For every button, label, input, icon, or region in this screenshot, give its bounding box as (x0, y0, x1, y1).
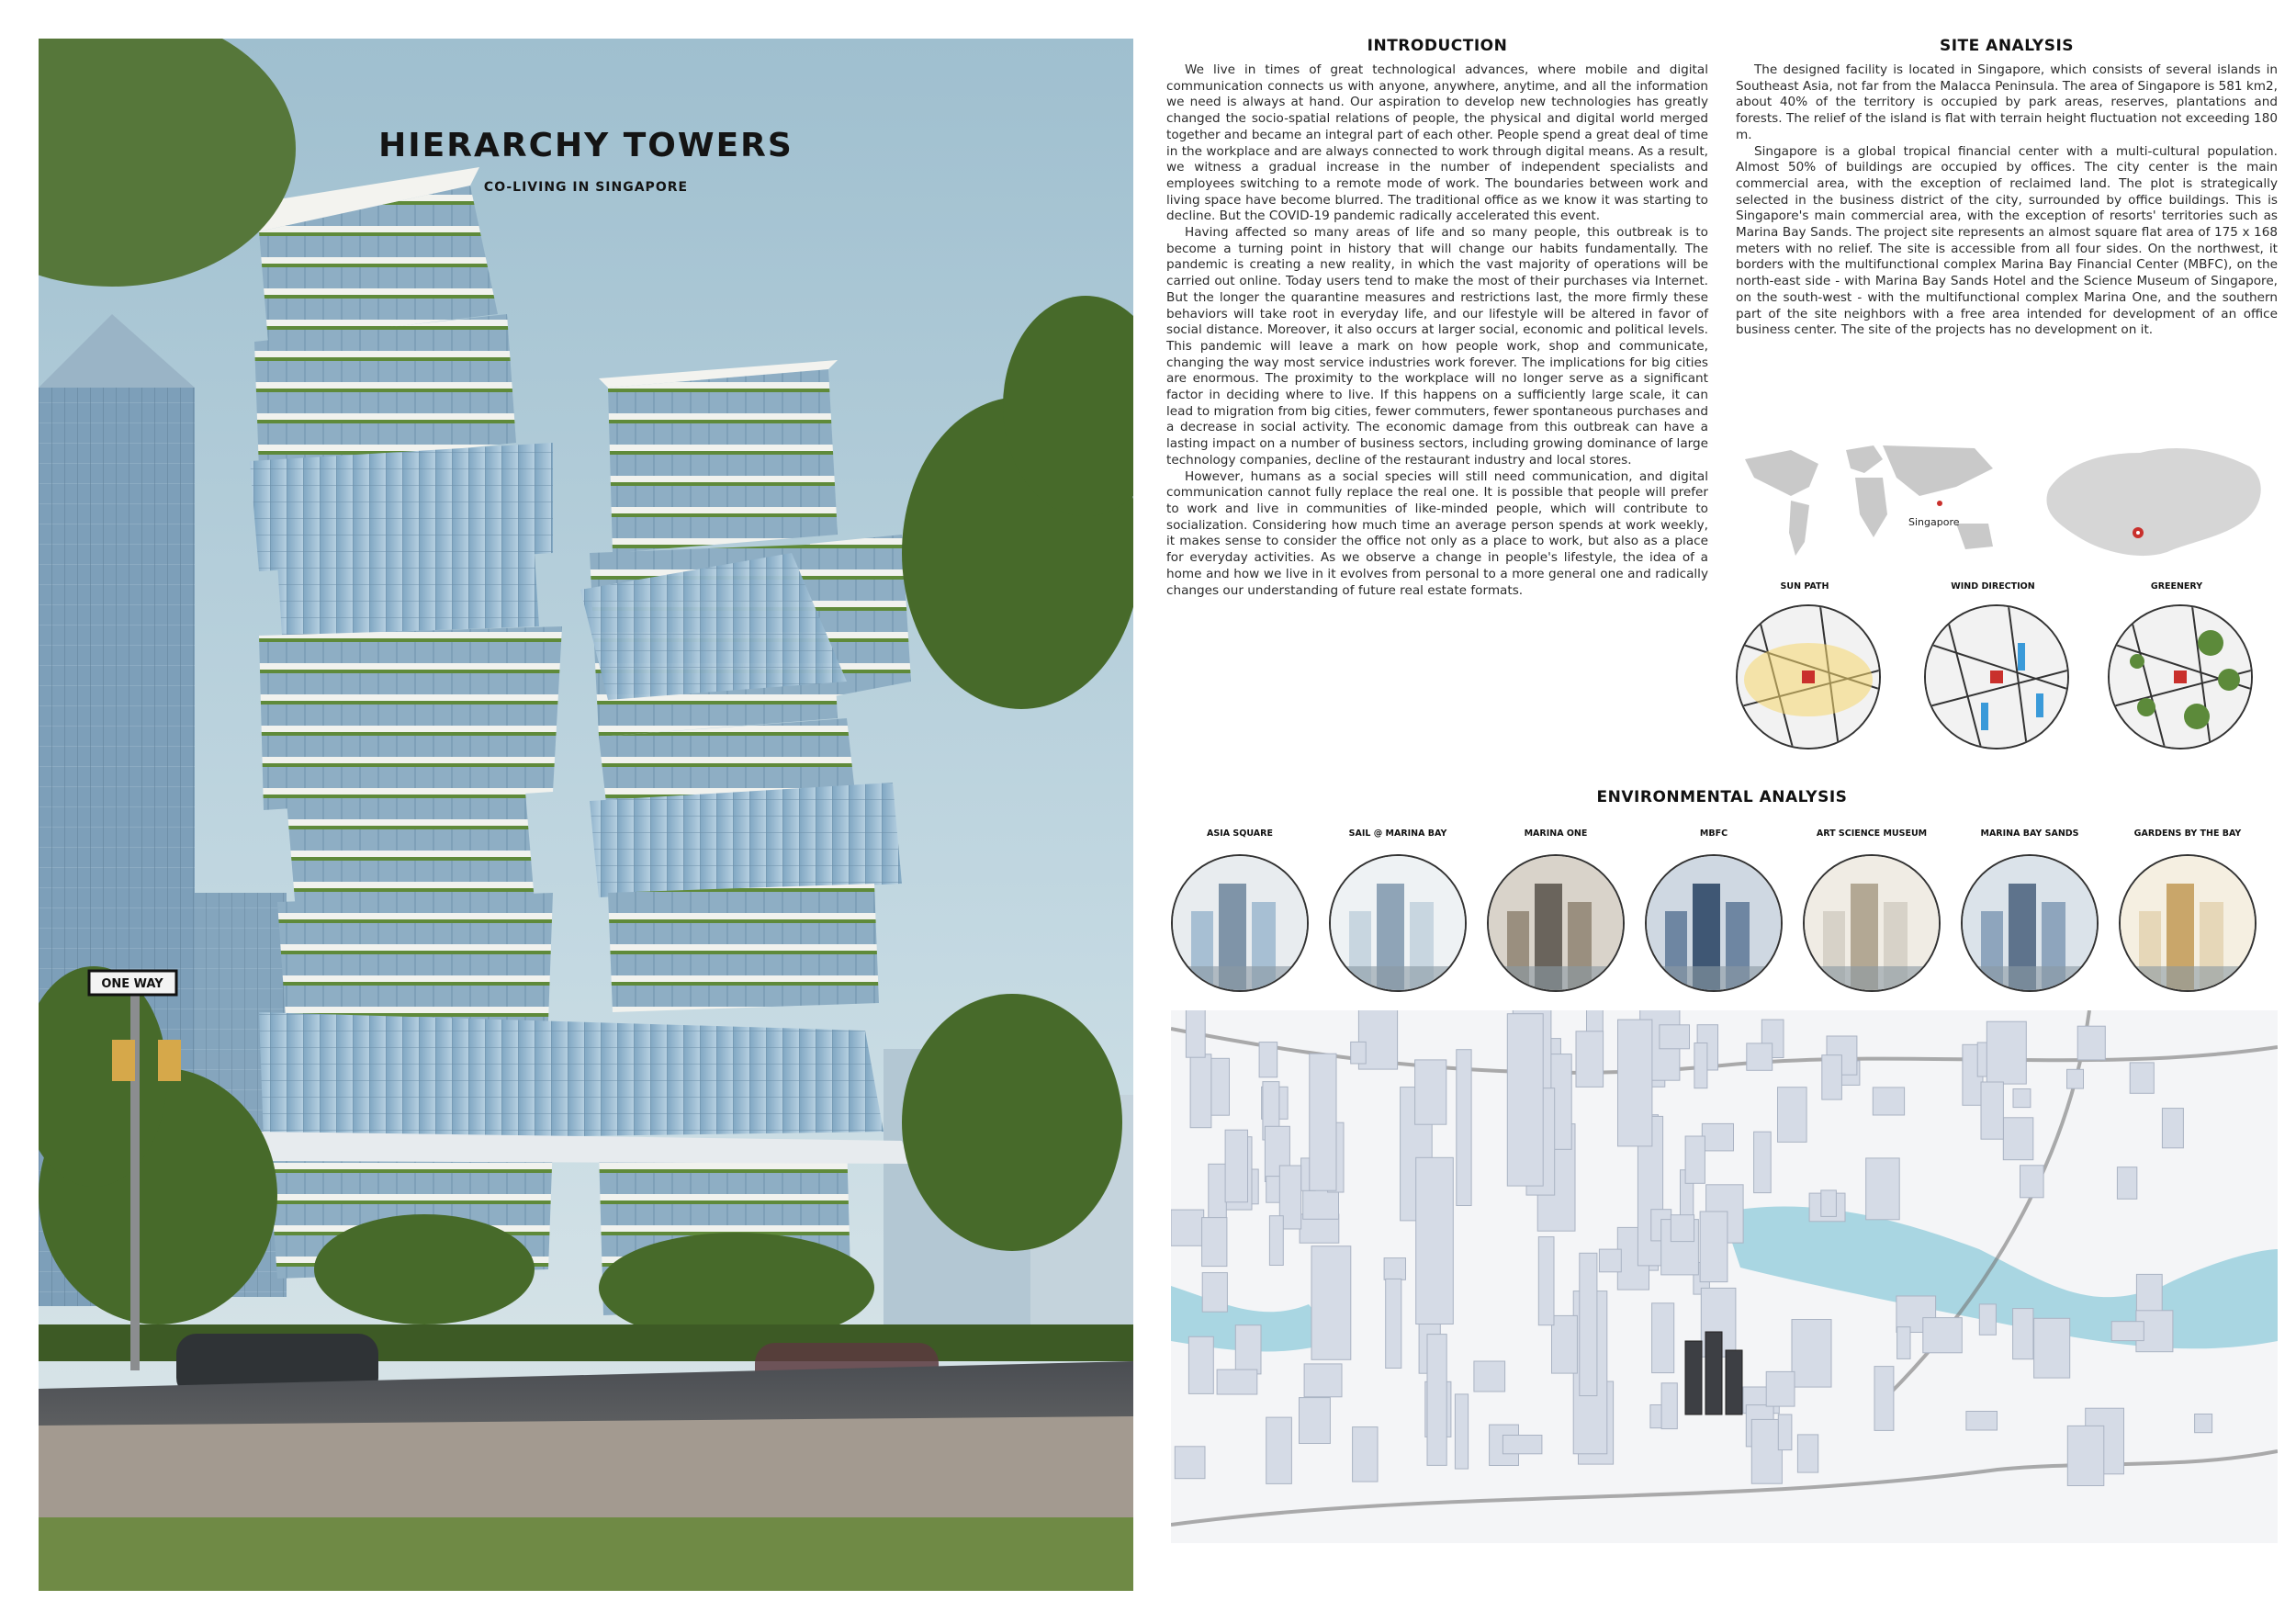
city-massing-model (1171, 1010, 2278, 1543)
site-analysis-paragraph: Singapore is a global tropical financial center with a multi-cultural population. Almost 50% of buildings are occupied by offices. The city center is the main commercial area, with the exception of reclaimed land. The plot is strategically selected in the business district of the city, surrounded by office buildings. This is Singapore's main commercial area, with the exception of resorts' territories such as Marina Bay Sands. The project site represents an almost square flat area of 175 x 168 meters with no relief. The site is accessible from all four sides. On the northwest, it borders with the multifunctional complex Marina Bay Financial Center (MBFC), on the north-east side - with Marina Bay Sands Hotel and the Science Museum of Singapore, on the south-west - with the multifunctional complex Marina One, and the southern part of the site neighbors with a free area intended for development of an office business center. The site of the projects has no development on it. (1736, 143, 2278, 338)
introduction-text (1166, 62, 1708, 599)
introduction-paragraph: We live in times of great technological advances, where mobile and digital communication connects us with anyone, anywhere, anytime, and all the information we need is always at hand. Our aspiration to develop new technologies has greatly changed the socio-spatial relations of people, the physical and digital world merged together and became an integral part of each other. People spend a great deal of time in the workplace and are always connected to work through digital means. As a result, we witness a gradual increase in the number of independent specialists and employees switching to a remote mode of work. The boundaries between work and living space have become blurred. The traditional office as we know it was starting to decline. But the COVID-19 pandemic radically accelerated this event. (1166, 62, 1708, 224)
wind-direction-label: WIND DIRECTION (1951, 581, 2035, 592)
building-block (1652, 1303, 1674, 1373)
building-block (1873, 1088, 1904, 1115)
building-block (2077, 1026, 2105, 1060)
landmark-photo (1487, 854, 1625, 992)
site-analysis-paragraph: The designed facility is located in Singapore, which consists of several islands in Southeast Asia, not far from the Malacca Peninsula. The area of Singapore is 581 km2, about 40% of the territory is occupied by park areas, reserves, plantations and forests. The relief of the island is flat with terrain height fluctuation not exceeding 180 m. (1736, 62, 2278, 142)
landmark-photo (1803, 854, 1941, 992)
building-block (1660, 1025, 1690, 1049)
building-block (1266, 1177, 1282, 1203)
building-block (1225, 1130, 1247, 1202)
building-block (1310, 1054, 1336, 1190)
building-block (2067, 1426, 2104, 1485)
building-block (1897, 1327, 1910, 1359)
landmark-label: MBFC (1699, 828, 1728, 839)
building-block (2013, 1089, 2031, 1108)
render-illustration (39, 39, 1133, 1591)
building-block (1209, 1164, 1227, 1219)
building-block (1700, 1212, 1728, 1282)
building-block (2034, 1318, 2070, 1378)
greenery-label: GREENERY (2150, 581, 2203, 592)
landmark-photo (1961, 854, 2099, 992)
building-block (1538, 1237, 1554, 1325)
building-block (1416, 1157, 1454, 1324)
building-block (1171, 1210, 1204, 1245)
building-block (1766, 1371, 1795, 1406)
building-block (1259, 1043, 1277, 1077)
site-analysis-text (1736, 62, 2278, 339)
introduction-paragraph: Having affected so many areas of life and so many people, this outbreak is to become a turning point in history that will change our habits fundamentally. The pandemic is creating a new reality, in which the vast majority of operations will be carried out online. Today users tend to make the most of their purchases via Internet. But the longer the quarantine measures and restrictions last, the more firmly these behaviors will take root in everyday life, and our lifestyle will be altered in favor of social distance. Moreover, it also occurs at larger social, economic and political levels. This pandemic will leave a mark on how people work, shop and communicate, changing the way most service industries work forever. The implications for big cities are enormous. The proximity to the workplace will no longer serve as a significant factor in deciding where to live. If this happens on a sufficiently large scale, it can lead to migration from big cities, fewer commuters, fewer spontaneous purchases and a decrease in social activity. The economic damage from this outbreak can have a lasting impact on a number of business sectors, including growing dominance of large technology companies, decline of the restaurant industry and local stores. (1166, 225, 1708, 468)
building-block (1266, 1417, 1292, 1483)
building-block (1175, 1447, 1205, 1479)
building-block (1671, 1215, 1694, 1242)
building-block (1552, 1315, 1578, 1373)
project-subtitle: CO-LIVING IN SINGAPORE (483, 180, 689, 195)
building-block (1694, 1043, 1707, 1088)
landmark-label: MARINA BAY SANDS (1980, 828, 2079, 839)
landmark-label: SAIL @ MARINA BAY (1348, 828, 1447, 839)
building-block (1474, 1361, 1505, 1392)
landmark-photo (1171, 854, 1309, 992)
building-block (2020, 1166, 2044, 1198)
building-block (1754, 1132, 1772, 1192)
building-block (1457, 1050, 1471, 1206)
building-block (1797, 1435, 1818, 1472)
building-block (1507, 1014, 1543, 1186)
building-block (2162, 1109, 2183, 1148)
building-block (1751, 1419, 1782, 1483)
building-block (1866, 1158, 1900, 1220)
building-block (1269, 1216, 1283, 1266)
building-block (2117, 1167, 2136, 1200)
landmark-label: MARINA ONE (1524, 828, 1588, 839)
building-block (1702, 1123, 1733, 1151)
building-block (1384, 1258, 1405, 1280)
building-block (1235, 1325, 1261, 1374)
building-block (1923, 1318, 1963, 1353)
building-block (1455, 1394, 1468, 1469)
one-way-sign: ONE WAY (101, 977, 163, 991)
building-block (1188, 1336, 1213, 1393)
environmental-analysis-heading: ENVIRONMENTAL ANALYSIS (1596, 788, 1848, 806)
building-block (1386, 1279, 1401, 1368)
building-block (1202, 1218, 1227, 1267)
building-block (1822, 1055, 1842, 1099)
sun-path-label: SUN PATH (1780, 581, 1829, 592)
building-block (1821, 1190, 1837, 1217)
building-block (1792, 1320, 1831, 1388)
building-block (1685, 1136, 1705, 1183)
landmark-label: GARDENS BY THE BAY (2133, 828, 2242, 839)
landmark-label: ASIA SQUARE (1207, 828, 1273, 839)
building-block (1618, 1020, 1652, 1146)
building-block (2195, 1414, 2212, 1433)
building-block (1186, 1010, 1205, 1057)
building-block (2003, 1118, 2033, 1160)
building-block (1778, 1088, 1807, 1143)
building-block (1966, 1412, 1998, 1431)
building-block (1979, 1304, 1996, 1335)
building-block (1580, 1253, 1597, 1395)
world-map (1736, 432, 2011, 569)
building-block (1599, 1249, 1621, 1272)
building-block (1874, 1367, 1894, 1431)
building-block (1304, 1364, 1342, 1397)
site-analysis-heading: SITE ANALYSIS (1939, 37, 2075, 55)
building-block (1661, 1383, 1677, 1429)
building-block (1190, 1054, 1211, 1128)
building-block (1778, 1414, 1792, 1450)
introduction-heading: INTRODUCTION (1367, 37, 1508, 55)
sun-path-diagram (1736, 604, 1881, 750)
building-block (2130, 1063, 2154, 1093)
building-block (1427, 1335, 1446, 1466)
tower-render (39, 39, 1133, 1591)
building-block (1353, 1427, 1378, 1482)
wind-direction-diagram (1924, 604, 2069, 750)
building-block (1311, 1246, 1351, 1360)
building-block (2111, 1322, 2144, 1341)
landmark-photo (2119, 854, 2257, 992)
landmark-photo (1645, 854, 1783, 992)
building-block (1217, 1369, 1257, 1394)
building-block (1986, 1021, 2026, 1084)
building-block (2013, 1309, 2033, 1359)
landmark-photo (1329, 854, 1467, 992)
building-block (2067, 1069, 2084, 1088)
building-block (1351, 1042, 1367, 1064)
project-title: HIERARCHY TOWERS (378, 127, 793, 164)
building-block (1415, 1060, 1446, 1124)
singapore-island-map (2030, 424, 2278, 576)
introduction-paragraph: However, humans as a social species will still need communication, and digital communication cannot fully replace the real one. It is possible that people will prefer to work and live in communities of like-minded people, which will contribute to socialization. Considering how much time an average person spends at work weekly, it makes sense to consider the office not only as a place to work, but also as a place for everyday activities. As we observe a change in people's lifestyle, the idea of a home and how we live in it evolves from personal to a more general one and radically changes our understanding of future real estate formats. (1166, 468, 1708, 598)
building-block (1503, 1436, 1542, 1454)
greenery-diagram (2108, 604, 2253, 750)
landmark-label: ART SCIENCE MUSEUM (1816, 828, 1928, 839)
building-block (1981, 1082, 2003, 1139)
singapore-map-label: Singapore (1908, 516, 1960, 528)
building-block (1300, 1398, 1331, 1444)
building-block (1576, 1031, 1604, 1088)
building-block (1747, 1043, 1773, 1070)
building-block (1202, 1273, 1227, 1313)
